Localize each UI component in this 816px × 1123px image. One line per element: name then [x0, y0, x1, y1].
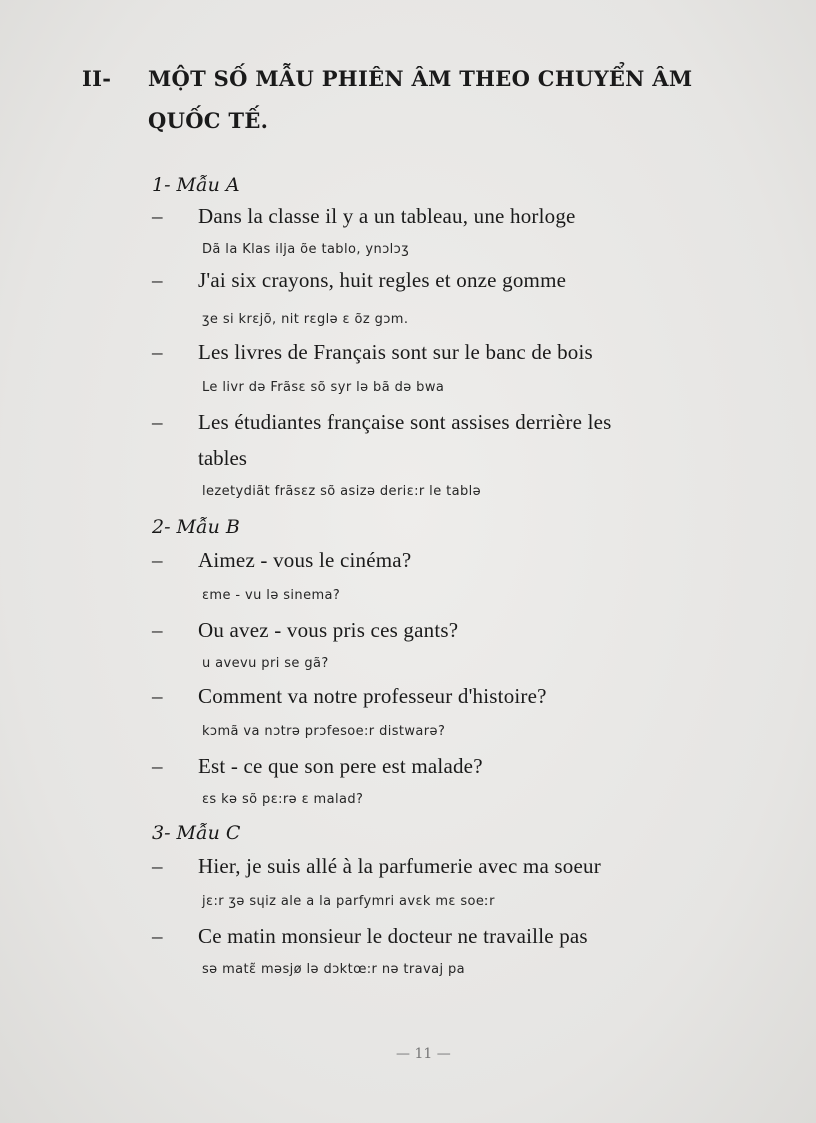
phonetic-transcription: kɔmã va nɔtrə prɔfesoe:r distwarə? [202, 724, 446, 739]
french-sentence: Dans la classe il y a un tableau, une horloge [198, 204, 576, 228]
phonetic-transcription: sə matɛ̃ məsjø lə dɔktœ:r nə travaj pa [202, 962, 466, 977]
phonetic-transcription: ɛme - vu lə sinema? [202, 588, 341, 603]
french-sentence: Est - ce que son pere est malade? [198, 754, 483, 778]
list-dash: – [152, 410, 163, 434]
french-sentence: Ou avez - vous pris ces gants? [198, 618, 459, 642]
phonetic-transcription: ɛs kə sõ pɛ:rə ɛ malad? [202, 792, 364, 807]
list-dash: – [152, 924, 163, 948]
list-dash: – [152, 548, 163, 572]
phonetic-transcription: ʒe si krɛjõ, nit rɛglə ɛ õz gɔm. [202, 312, 409, 327]
list-dash: – [152, 684, 163, 708]
list-dash: – [152, 204, 163, 228]
french-sentence: Comment va notre professeur d'histoire? [198, 684, 547, 708]
list-dash: – [152, 340, 163, 364]
heading-number: II- [82, 66, 112, 91]
heading-title: MỘT SỐ MẪU PHIÊN ÂM THEO CHUYỂN ÂM QUỐC TẾ. [148, 66, 693, 133]
sentence-continuation: tables [198, 446, 247, 470]
list-dash: – [152, 854, 163, 878]
page-number: — 11 — [396, 1046, 451, 1062]
phonetic-transcription: Dã la Klas ilja õe tablo, ynɔlɔʒ [202, 242, 410, 257]
section-heading [82, 58, 762, 142]
french-sentence: J'ai six crayons, huit regles et onze gomme [198, 268, 567, 292]
phonetic-transcription: Le livr də Frãsɛ sõ syr lə bã də bwa [202, 380, 445, 395]
list-dash: – [152, 618, 163, 642]
phonetic-transcription: jɛ:r ʒə sɥiz ale a la parfymri avɛk mɛ soeːr [202, 894, 495, 909]
french-sentence: Les étudiantes française sont assises derrière les [198, 410, 612, 434]
french-sentence: Ce matin monsieur le docteur ne travaille pas [198, 924, 588, 948]
french-sentence: Les livres de Français sont sur le banc de bois [198, 340, 593, 364]
list-dash: – [152, 268, 163, 292]
french-sentence: Aimez - vous le cinéma? [198, 548, 412, 572]
section-label-b: 2- Mẫu B [152, 516, 240, 538]
french-sentence: Hier, je suis allé à la parfumerie avec ma soeur [198, 854, 601, 878]
section-label-a: 1- Mẫu A [152, 174, 240, 196]
phonetic-transcription: lezetydiãt frãsɛz sõ asizə deriɛ:r le tablə [202, 484, 482, 499]
section-label-c: 3- Mẫu C [152, 822, 241, 844]
list-dash: – [152, 754, 163, 778]
phonetic-transcription: u avevu pri se gã? [202, 656, 329, 671]
